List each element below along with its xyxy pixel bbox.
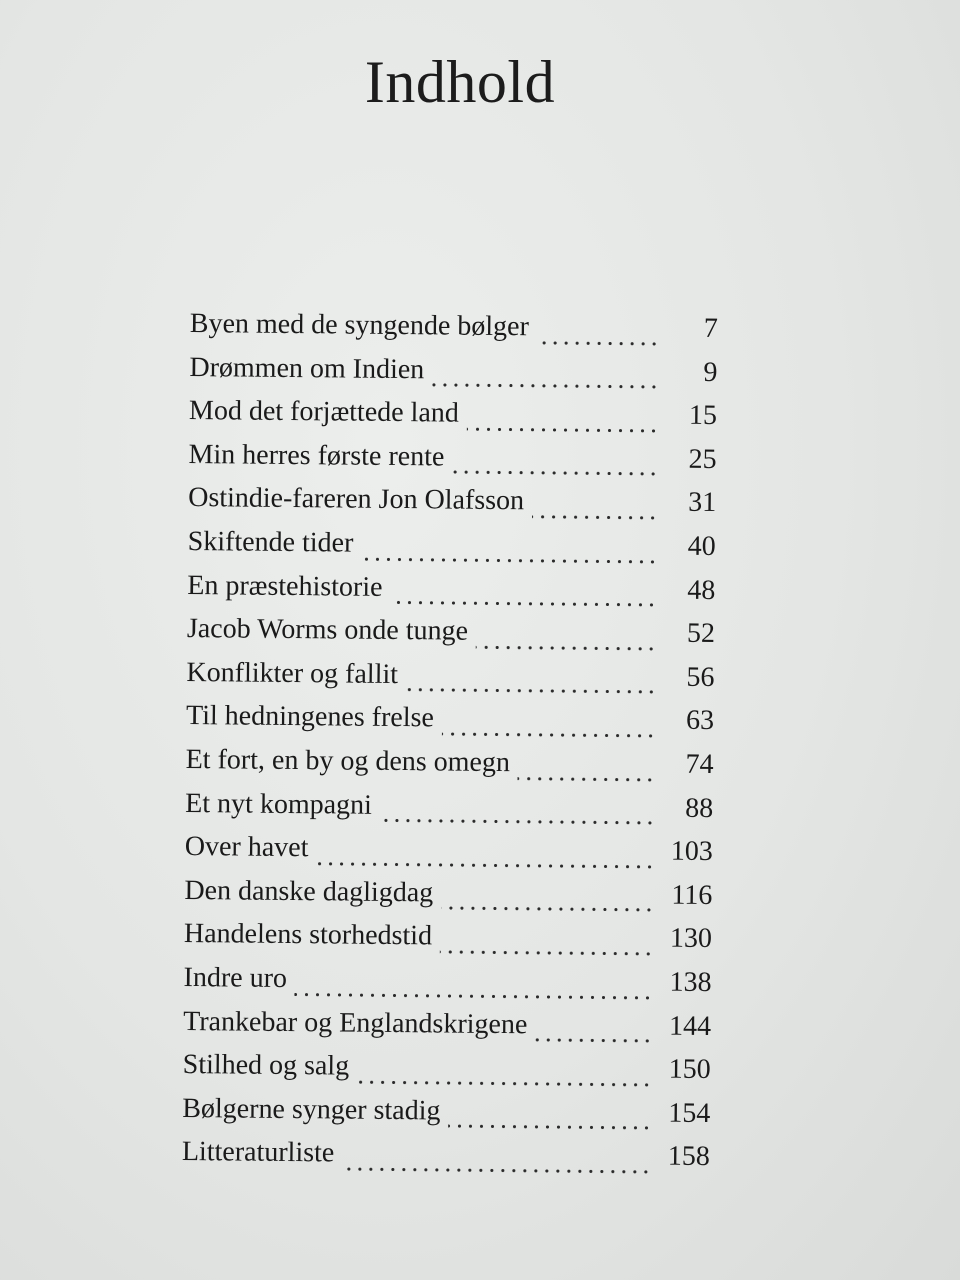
toc-entry: [188, 439, 728, 488]
toc-entry: [187, 613, 727, 662]
table-of-contents: [182, 308, 730, 1185]
dot-leader: [316, 862, 654, 868]
dot-leader: [452, 471, 658, 476]
toc-entry-page: 154: [668, 1097, 711, 1129]
dot-leader: [361, 557, 657, 563]
dot-leader: [441, 907, 654, 912]
toc-entry-page: 52: [686, 617, 716, 650]
toc-entry-page: 48: [687, 574, 716, 606]
toc-entry: [183, 962, 723, 1011]
dot-leader: [432, 384, 659, 389]
toc-entry-page: 116: [671, 879, 713, 911]
toc-entry-title: Ostindie-fareren Jon Olafsson: [188, 482, 525, 517]
toc-entry: [184, 918, 724, 967]
dot-leader: [467, 427, 659, 432]
dot-leader: [476, 646, 657, 651]
dot-leader: [295, 993, 654, 999]
toc-entry: [184, 875, 724, 924]
toc-entry: [182, 1049, 722, 1098]
dot-leader: [440, 950, 654, 955]
toc-entry-page: 150: [668, 1053, 711, 1086]
toc-entry-page: 144: [668, 1010, 712, 1042]
toc-entry-page: 25: [688, 443, 717, 475]
toc-entry-page: 88: [685, 792, 714, 824]
toc-entry-title: Handelens storhedstid: [183, 918, 433, 952]
toc-entry: [185, 788, 725, 837]
dot-leader: [448, 1125, 652, 1130]
toc-entry: [183, 1005, 723, 1054]
toc-entry-title: Et fort, en by og dens omegn: [185, 743, 511, 779]
toc-entry: [182, 1136, 722, 1185]
toc-entry: [186, 700, 726, 749]
dot-leader: [380, 819, 655, 825]
dot-leader: [406, 688, 657, 693]
dot-leader: [535, 1038, 653, 1042]
toc-entry-title: Til hedningenes frelse: [185, 700, 435, 734]
dot-leader: [342, 1167, 652, 1173]
toc-entry: [189, 395, 729, 444]
toc-entry-page: 40: [687, 530, 716, 563]
toc-entry-page: 63: [685, 705, 715, 737]
toc-entry-page: 103: [670, 835, 713, 868]
toc-entry-page: 138: [669, 966, 712, 998]
dot-leader: [532, 515, 658, 519]
toc-entry-title: Skiftende tider: [187, 525, 354, 559]
toc-entry-page: 15: [688, 399, 718, 432]
toc-entry-title: Den danske dagligdag: [184, 874, 434, 909]
toc-entry-title: Jacob Worms onde tunge: [186, 613, 469, 647]
dot-leader: [390, 601, 657, 607]
toc-entry: [187, 526, 727, 575]
toc-entry-page: 9: [703, 356, 718, 388]
toc-entry: [185, 831, 725, 880]
toc-entry-title: Mod det forjættede land: [188, 395, 459, 429]
toc-entry-title: Stilhed og salg: [182, 1049, 350, 1082]
toc-entry-title: Byen med de syngende bølger: [189, 308, 530, 343]
toc-entry-title: Trankebar og Englandskrigene: [183, 1005, 528, 1040]
dot-leader: [442, 732, 656, 737]
toc-entry: [185, 744, 725, 793]
toc-entry-title: Indre uro: [183, 961, 288, 994]
toc-entry: [188, 482, 728, 531]
toc-entry-title: Konflikter og fallit: [186, 656, 399, 690]
toc-entry-page: 31: [688, 487, 717, 519]
toc-entry: [182, 1093, 722, 1142]
toc-entry-page: 74: [685, 748, 714, 780]
page-title: Indhold: [364, 49, 556, 115]
toc-entry: [190, 308, 730, 357]
dot-leader: [518, 777, 656, 781]
dot-leader: [537, 341, 660, 345]
toc-entry-page: 130: [669, 922, 713, 955]
toc-entry-title: Drømmen om Indien: [189, 351, 425, 385]
toc-entry-page: 7: [703, 312, 718, 345]
toc-entry: [189, 352, 729, 401]
toc-entry-title: Min herres første rente: [188, 438, 445, 473]
toc-entry: [186, 657, 726, 706]
dot-leader: [357, 1080, 653, 1086]
toc-entry-title: Bølgerne synger stadig: [182, 1092, 441, 1127]
toc-entry-page: 56: [686, 661, 715, 693]
toc-entry-page: 158: [667, 1140, 711, 1173]
toc-entry-title: Litteraturliste: [181, 1136, 335, 1169]
toc-entry-title: Over havet: [184, 831, 309, 864]
toc-entry-title: En præstehistorie: [187, 569, 383, 603]
toc-entry: [187, 570, 727, 619]
toc-entry-title: Et nyt kompagni: [185, 787, 373, 821]
